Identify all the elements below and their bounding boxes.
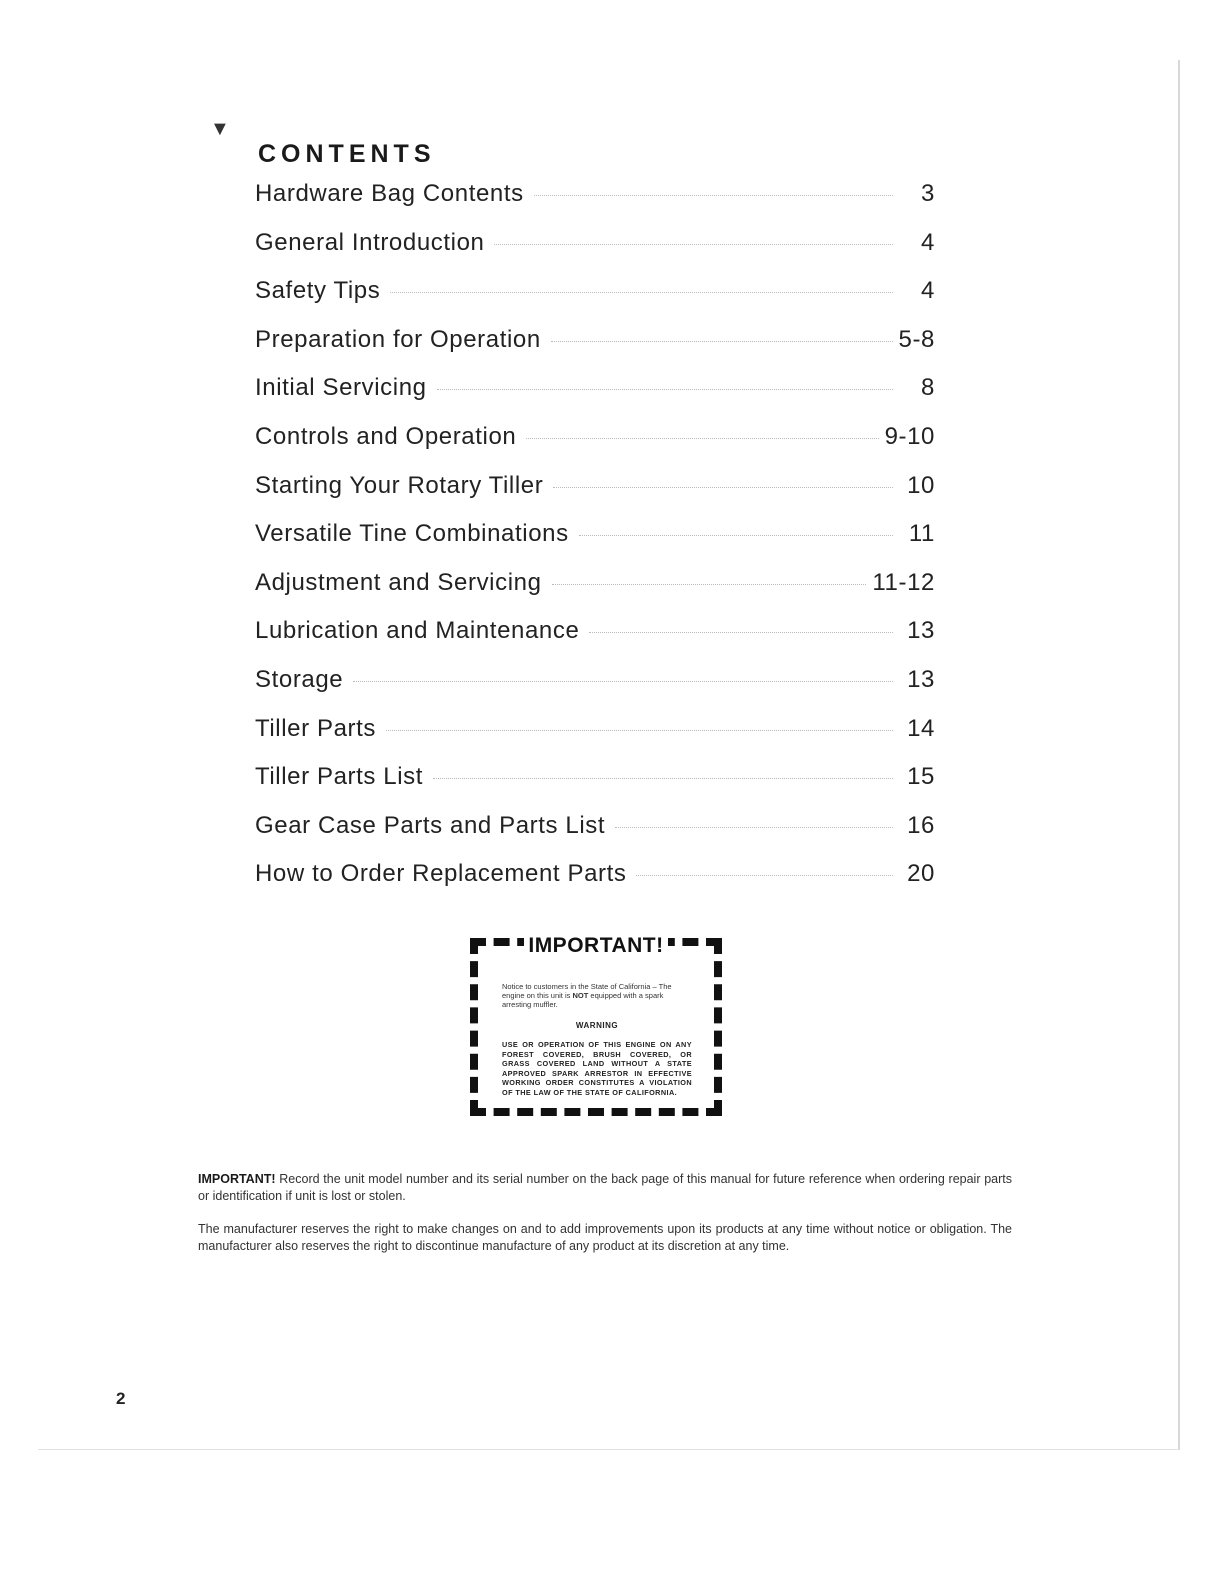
toc-entry-page: 13 [907, 617, 935, 645]
toc-entry-label: Tiller Parts [255, 714, 376, 742]
toc-dot-leader [386, 730, 893, 731]
toc-entry[interactable] [255, 472, 935, 521]
toc-entry-page: 9-10 [884, 422, 935, 450]
toc-entry-label: How to Order Replacement Parts [255, 860, 627, 888]
toc-dot-leader [589, 632, 893, 633]
toc-dot-leader [437, 389, 893, 390]
toc-entry[interactable] [255, 520, 935, 569]
toc-dot-leader [636, 875, 893, 876]
notice-heading-text: IMPORTANT! [524, 934, 667, 957]
california-notice-box [470, 934, 722, 1116]
notice-warning-text: USE OR OPERATION OF THIS ENGINE ON ANY FOREST COVERED, BRUSH COVERED, OR GRASS COVERED LAND WITHOUT A STATE APPROVED SPARK ARRESTOR IN EFFECTIVE WORKING ORDER CONSTITUTES A VIOLATION OF THE LAW OF THE STATE OF CALIFORNIA. [502, 1040, 692, 1097]
page-number: 2 [116, 1389, 126, 1408]
toc-entry-page: 11-12 [872, 568, 935, 596]
toc-entry-page: 13 [907, 665, 935, 693]
toc-entry-label: Safety Tips [255, 277, 381, 305]
toc-entry-page: 14 [907, 714, 935, 742]
toc-entry[interactable] [255, 569, 935, 618]
toc-entry-label: Adjustment and Servicing [255, 568, 542, 596]
toc-entry[interactable] [255, 763, 935, 812]
notice-text-emphasis: NOT [572, 991, 589, 1000]
toc-dot-leader [615, 827, 893, 828]
important-footnote-label: IMPORTANT! [198, 1172, 276, 1186]
toc-entry-label: Tiller Parts List [255, 763, 424, 791]
important-footnote [198, 1171, 1012, 1204]
toc-dot-leader [552, 584, 867, 585]
toc-entry-page: 4 [921, 228, 935, 256]
manufacturer-footnote: The manufacturer reserves the right to make changes on and to add improvements upon its products at any time without notice or obligation. The manufacturer also reserves the right to discontinue manufacture of any product at its discretion at any time. [198, 1222, 1012, 1253]
toc-dot-leader [390, 292, 893, 293]
notice-heading [478, 934, 714, 958]
toc-entry-label: Controls and Operation [255, 422, 517, 450]
toc-dot-leader [494, 244, 893, 245]
toc-entry-label: Initial Servicing [255, 374, 427, 402]
notice-text [502, 982, 692, 1009]
toc-entry-page: 5-8 [898, 325, 935, 353]
toc-entry-label: Preparation for Operation [255, 325, 541, 353]
toc-dot-leader [353, 681, 893, 682]
toc-entry-label: Versatile Tine Combinations [255, 520, 569, 548]
toc-entry[interactable] [255, 326, 935, 375]
toc-entry-page: 11 [908, 520, 935, 548]
toc-entry-page: 4 [921, 277, 935, 305]
toc-entry[interactable] [255, 180, 935, 229]
toc-entry[interactable] [255, 812, 935, 861]
toc-entry-page: 16 [907, 811, 935, 839]
toc-entry[interactable] [255, 617, 935, 666]
toc-entry-page: 20 [907, 860, 935, 888]
toc-entry[interactable] [255, 715, 935, 764]
toc-entry-label: Storage [255, 665, 344, 693]
toc-entry[interactable] [255, 229, 935, 278]
notice-warning-label: WARNING [575, 1021, 619, 1030]
toc-dot-leader [534, 195, 893, 196]
important-footnote-text: Record the unit model number and its serial number on the back page of this manual for future reference when ordering repair parts or identification if unit is lost or stolen. [198, 1172, 1012, 1203]
toc-entry[interactable] [255, 423, 935, 472]
toc-entry-page: 15 [907, 763, 935, 791]
toc-entry[interactable] [255, 666, 935, 715]
toc-dot-leader [579, 535, 893, 536]
toc-entry-label: General Introduction [255, 228, 485, 256]
toc-entry-page: 10 [907, 471, 935, 499]
notice-text-before: Notice to customers in the State of California – The engine on this unit is [502, 982, 672, 1000]
toc-dot-leader [551, 341, 893, 342]
contents-title: CONTENTS [258, 140, 436, 168]
toc-entry[interactable] [255, 374, 935, 423]
toc-entry-label: Starting Your Rotary Tiller [255, 471, 544, 499]
toc-dot-leader [553, 487, 893, 488]
toc-entry-label: Gear Case Parts and Parts List [255, 811, 606, 839]
toc-entry-label: Hardware Bag Contents [255, 180, 524, 207]
toc-entry-label: Lubrication and Maintenance [255, 617, 580, 645]
toc-dot-leader [433, 778, 893, 779]
toc-entry[interactable] [255, 860, 935, 909]
table-of-contents [255, 180, 935, 909]
notice-text-after: equipped with a spark arresting muffler. [502, 991, 664, 1009]
toc-entry-page: 3 [921, 180, 935, 207]
toc-entry-page: 8 [921, 374, 935, 402]
toc-dot-leader [526, 438, 878, 439]
corner-mark-icon: ▼ [210, 118, 230, 140]
toc-entry[interactable] [255, 277, 935, 326]
